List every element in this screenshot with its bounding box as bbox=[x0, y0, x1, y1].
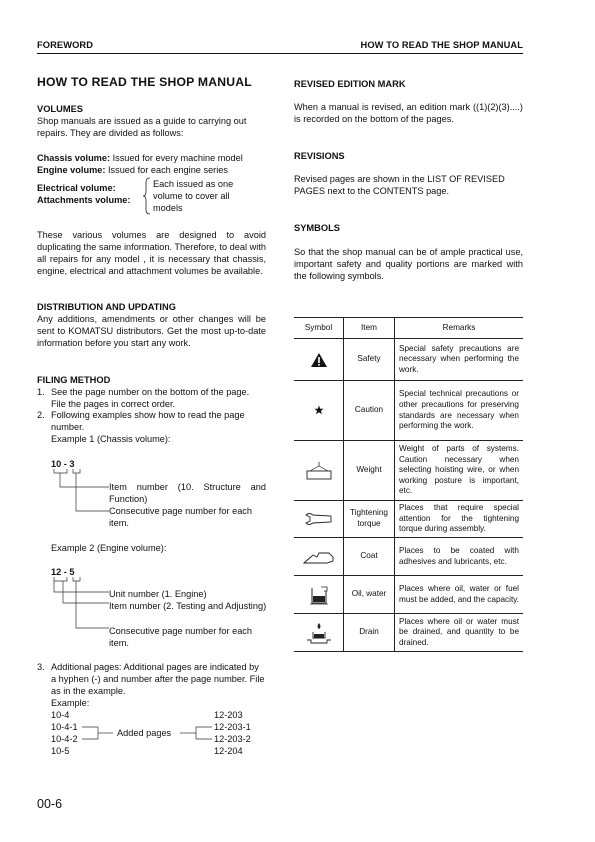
left-page-4: 10-5 bbox=[51, 746, 70, 756]
item3-text: Additional pages: Additional pages are indicated by a hyphen (-) and number after the page number. File as in the example. bbox=[51, 662, 265, 696]
remarks-cell: Special technical precautions or other precautions for preserving standards are necessary when performing the work. bbox=[395, 381, 524, 441]
item2-num: 2. bbox=[37, 410, 45, 420]
col-item: Item bbox=[344, 318, 395, 339]
ex2-title: Example 2 (Engine volume): bbox=[51, 543, 167, 553]
revised-heading: REVISED EDITION MARK bbox=[294, 79, 406, 89]
electrical-label: Electrical volume: bbox=[37, 183, 116, 193]
filing-heading: FILING METHOD bbox=[37, 375, 111, 385]
table-row bbox=[294, 441, 523, 501]
warning-triangle-icon bbox=[310, 352, 328, 368]
left-page-1: 10-4 bbox=[51, 710, 70, 720]
table-row bbox=[294, 614, 523, 652]
left-page-2: 10-4-1 bbox=[51, 722, 78, 732]
right-page-1: 12-203 bbox=[214, 710, 243, 720]
col-symbol: Symbol bbox=[294, 318, 344, 339]
symbol-cell bbox=[294, 614, 344, 652]
engine-line bbox=[37, 164, 277, 176]
ex2-item: Item number (2. Testing and Adjusting) bbox=[109, 601, 267, 611]
ex1-connector-lines bbox=[52, 469, 112, 517]
chassis-label: Chassis volume: bbox=[37, 153, 111, 163]
ex1-page: Consecutive page number for each item. bbox=[109, 506, 253, 528]
right-page-4: 12-204 bbox=[214, 746, 243, 756]
ex1-code: 10 - 3 bbox=[51, 459, 75, 469]
drain-icon bbox=[305, 622, 333, 644]
remarks-cell: Places to be coated with adhesives and lubricants, etc. bbox=[395, 538, 524, 576]
revisions-heading: REVISIONS bbox=[294, 151, 345, 161]
remarks-cell: Places where oil or water must be drained, and quantity to be drained. bbox=[395, 614, 524, 652]
volumes-heading: VOLUMES bbox=[37, 104, 83, 114]
star-icon bbox=[314, 405, 324, 415]
header-rule bbox=[37, 53, 523, 54]
coat-applicator-icon bbox=[303, 549, 335, 565]
brace-text: Each issued as one volume to cover all models bbox=[153, 179, 234, 213]
ex2-code: 12 - 5 bbox=[51, 567, 75, 577]
item-cell: Oil, water bbox=[344, 576, 395, 614]
header-left: FOREWORD bbox=[37, 40, 94, 50]
symbols-table bbox=[294, 317, 523, 652]
table-row bbox=[294, 538, 523, 576]
ex2-unit: Unit number (1. Engine) bbox=[109, 589, 207, 599]
page-title: HOW TO READ THE SHOP MANUAL bbox=[37, 75, 252, 89]
remarks-cell: Places that require special attention for the tightening torque during assembly. bbox=[395, 501, 524, 538]
symbols-body: So that the shop manual can be of ample practical use, important safety and quality portions are marked with the following symbols. bbox=[294, 247, 523, 281]
distribution-heading: DISTRIBUTION AND UPDATING bbox=[37, 302, 176, 312]
table-row bbox=[294, 501, 523, 538]
remarks-cell: Weight of parts of systems. Caution necessary when selecting hoisting wire, or when working posture is important, etc. bbox=[395, 441, 524, 501]
ex2-page: Consecutive page number for each item. bbox=[109, 626, 253, 648]
right-page-2: 12-203-1 bbox=[214, 722, 251, 732]
volumes-body: These various volumes are designed to avoid duplicating the same information. Therefore, to deal with all repairs for any model , it is necessary that chassis, engine, electrical and attachment volumes be available. bbox=[37, 230, 266, 276]
distribution-body: Any additions, amendments or other changes will be sent to KOMATSU distributors. Get the most up-to-date information before you start any work. bbox=[37, 314, 266, 348]
symbols-heading: SYMBOLS bbox=[294, 223, 340, 233]
item2-text: Following examples show how to read the page number. bbox=[51, 410, 245, 432]
item-cell: Safety bbox=[344, 339, 395, 381]
table-header-row bbox=[294, 318, 523, 339]
header-right: HOW TO READ THE SHOP MANUAL bbox=[360, 40, 523, 50]
ex1-item: Item number (10. Structure and Function) bbox=[109, 482, 266, 504]
symbol-cell bbox=[294, 441, 344, 501]
oil-can-icon bbox=[307, 585, 331, 605]
page-number: 00-6 bbox=[37, 797, 63, 811]
col-remarks: Remarks bbox=[395, 318, 524, 339]
symbol-cell bbox=[294, 381, 344, 441]
ex2-connector-lines bbox=[52, 577, 112, 637]
item3-num: 3. bbox=[37, 662, 45, 672]
added-pages-bracket bbox=[82, 724, 294, 746]
item1-num: 1. bbox=[37, 387, 45, 397]
ex1-title: Example 1 (Chassis volume): bbox=[51, 434, 171, 444]
revisions-body: Revised pages are shown in the LIST OF REVISED PAGES next to the CONTENTS page. bbox=[294, 174, 505, 196]
item-cell: Weight bbox=[344, 441, 395, 501]
table-row bbox=[294, 576, 523, 614]
item-cell: Drain bbox=[344, 614, 395, 652]
symbol-cell bbox=[294, 501, 344, 538]
remarks-cell: Places where oil, water or fuel must be added, and the capacity. bbox=[395, 576, 524, 614]
engine-label: Engine volume: bbox=[37, 165, 106, 175]
item-cell: Tightening torque bbox=[344, 501, 395, 538]
table-row bbox=[294, 339, 523, 381]
example-label: Example: bbox=[51, 698, 90, 708]
volumes-intro: Shop manuals are issued as a guide to carrying out repairs. They are divided as follows: bbox=[37, 116, 247, 138]
item-cell: Caution bbox=[344, 381, 395, 441]
attachments-label: Attachments volume: bbox=[37, 195, 131, 205]
right-page-3: 12-203-2 bbox=[214, 734, 251, 744]
revised-body: When a manual is revised, an edition mark ((1)(2)(3)....) is recorded on the bottom of the pages. bbox=[294, 102, 523, 124]
left-page-3: 10-4-2 bbox=[51, 734, 78, 744]
added-pages-label: Added pages bbox=[117, 728, 172, 738]
chassis-line bbox=[37, 152, 277, 164]
symbol-cell bbox=[294, 538, 344, 576]
brace-icon bbox=[142, 177, 152, 215]
symbol-cell bbox=[294, 339, 344, 381]
item1-text: See the page number on the bottom of the page. File the pages in correct order. bbox=[51, 387, 250, 409]
weight-icon bbox=[304, 461, 334, 481]
table-row bbox=[294, 381, 523, 441]
chassis-text: Issued for every machine model bbox=[110, 153, 243, 163]
engine-text: Issued for each engine series bbox=[105, 165, 228, 175]
remarks-cell: Special safety precautions are necessary when performing the work. bbox=[395, 339, 524, 381]
item-cell: Coat bbox=[344, 538, 395, 576]
symbol-cell bbox=[294, 576, 344, 614]
wrench-icon bbox=[305, 512, 333, 526]
